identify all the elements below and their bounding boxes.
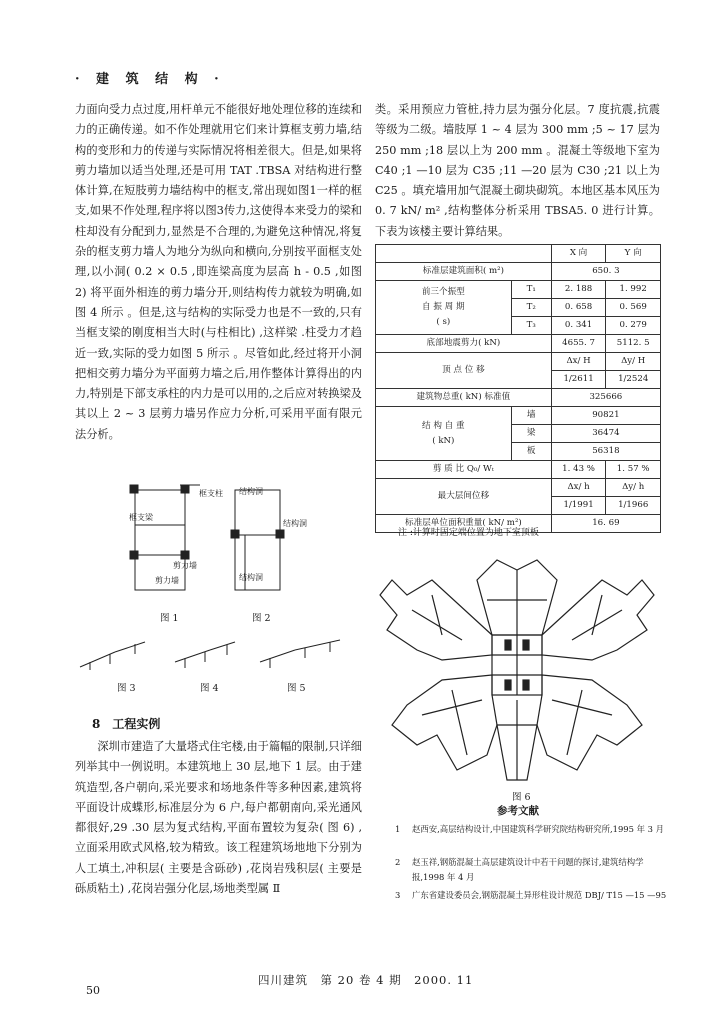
left-paragraph: 力面向受力点过度,用杆单元不能很好地处理位移的连续和力的正确传递。如不作处理就用它们来计算框支剪力墙,结构的变形和力的传递与实际情况将相差很大。但是,如果将剪力墙加以适当处理,还是可用 TAT .TBSA 对结构进行整体计算,在短肢剪力墙结构中的框支,常出现如图1一样的框支,如果不作处理,程序将以图3传力,这使得本来受力的梁和柱却没有分配到力,显然是不合理的,为避免这种情况,将复杂的框支剪力墙人为地分为纵向和横向,分别按平面框支处理,以小洞( 0.2 × 0.5 ,即连梁高度为层高 h - 0.5 ,如图 2) 将平面外相连的剪力墙分开,则结构传力就较为明确,如图 4 所示 。但是,这与结构的实际受力也是不一致的,只有当框支梁的刚度相当大时(与柱相比) ,这样梁 .柱受力才趋近一致,实际的受力如图 5 所示 。尽管如此,经过将开小洞把相交剪力墙分为平面剪力墙之后,用作整体计算得出的内力,特别是下部支承柱的内力是可以用的,之后应对转换梁及其以上 2 ~ 3 层剪力墙另作应力分析,可采用平面有限元法分析。	[75, 103, 362, 441]
total-weight-label: 建筑物总重( kN) 标准值	[376, 389, 552, 407]
journal-header: · 建 筑 结 构 ·	[75, 72, 225, 87]
total-weight: 325666	[551, 389, 660, 407]
top-disp-y-h: Δy/ H	[606, 353, 661, 371]
top-disp-x: 1/2611	[551, 371, 606, 389]
area-label: 标准层建筑面积( m²)	[376, 263, 552, 281]
t3-x: 0. 341	[551, 317, 606, 335]
wall-value: 90821	[551, 407, 660, 425]
label-kuangzhizhu: 框支柱	[199, 489, 223, 498]
label-jianliqiang-1: 剪力墙	[173, 561, 197, 570]
figure-2-caption: 图 2	[252, 613, 271, 624]
right-paragraph: 类。采用预应力管桩,持力层为强分化层。7 度抗震,抗震等级为二级。墙肢厚 1 ~ 4 层为 300 mm ;5 ~ 17 层为 250 mm ;18 层以上为 200 mm 。混凝土等级地下室为 C40 ;1 —10 层为 C35 ;11 —20 层为 C30 ;21 以上为 C25 。填充墙用加气混凝土砌块砌筑。本地区基本风压为 0. 7 kN/ m² ,结构整体分析采用 TBSA5. 0 进行计算。下表为该楼主要计算结果。	[375, 103, 660, 238]
slab-label: 板	[511, 443, 551, 461]
story-disp-label: 最大层间位移	[376, 479, 552, 515]
period-label-1: 前三个振型	[421, 287, 465, 297]
figure-1-caption: 图 1	[160, 613, 179, 624]
label-jianliqiang-2: 剪力墙	[155, 576, 179, 585]
t1-label: T₁	[511, 281, 551, 299]
reference-3-text: 广东省建设委员会,钢筋混凝土异形柱设计规范 DBJ/ T15 —15 —95	[412, 890, 667, 900]
story-disp-y-h: Δy/ h	[606, 479, 661, 497]
figure-6-floor-plan	[372, 540, 662, 785]
period-label	[376, 281, 512, 335]
self-weight-label-2: ( kN)	[432, 435, 455, 446]
t1-x: 2. 188	[551, 281, 606, 299]
story-disp-x: 1/1991	[551, 497, 606, 515]
story-disp-y: 1/1966	[606, 497, 661, 515]
section-8-text	[75, 737, 362, 899]
reference-1-number: 1	[395, 824, 401, 834]
results-table	[375, 244, 661, 533]
period-label-2: 自 振 周 期	[422, 302, 465, 312]
area-value: 650. 3	[551, 263, 660, 281]
journal-footer: 四川建筑 第 20 卷 4 期 2000. 11	[258, 973, 474, 987]
table-corner	[376, 245, 552, 263]
figures-3-5	[75, 632, 360, 677]
figure-1-2	[115, 480, 345, 610]
label-kuangzhiliang: 框支梁	[129, 513, 153, 522]
page-number: 50	[86, 984, 100, 997]
col-x-header: X 向	[551, 245, 606, 263]
figure-4-caption: 图 4	[200, 683, 219, 694]
ratio-y: 1. 57 %	[606, 461, 661, 479]
left-column-text	[75, 100, 362, 445]
ratio-x: 1. 43 %	[551, 461, 606, 479]
reference-3-number: 3	[395, 890, 401, 900]
top-disp-x-h: Δx/ H	[551, 353, 606, 371]
label-jiegoudong-3: 结构洞	[239, 573, 263, 582]
shear-label: 底部地震剪力( kN)	[376, 335, 552, 353]
t2-y: 0. 569	[606, 299, 661, 317]
reference-1	[395, 822, 665, 852]
t3-y: 0. 279	[606, 317, 661, 335]
right-column-text	[375, 100, 660, 242]
t2-x: 0. 658	[551, 299, 606, 317]
t3-label: T₃	[511, 317, 551, 335]
shear-x: 4655. 7	[551, 335, 606, 353]
reference-1-text: 赵西安,高层结构设计,中国建筑科学研究院结构研究所,1995 年 3 月	[412, 824, 664, 834]
wall-label: 墙	[511, 407, 551, 425]
reference-2	[395, 855, 665, 885]
unit-weight-label: 标准层单位面积重量( kN/ m²)	[376, 515, 552, 533]
references-title: 参考文献	[497, 805, 539, 817]
self-weight-label-1: 结 构 自 重	[422, 420, 465, 431]
slab-value: 56318	[551, 443, 660, 461]
t1-y: 1. 992	[606, 281, 661, 299]
beam-value: 36474	[551, 425, 660, 443]
period-label-3: ( s)	[436, 317, 451, 327]
self-weight-label	[376, 407, 512, 461]
col-y-header: Y 向	[606, 245, 661, 263]
reference-2-number: 2	[395, 857, 401, 867]
label-jiegoudong-2: 结构洞	[283, 519, 307, 528]
reference-3	[395, 888, 665, 918]
story-disp-x-h: Δx/ h	[551, 479, 606, 497]
t2-label: T₂	[511, 299, 551, 317]
label-jiegoudong-1: 结构洞	[239, 487, 263, 496]
top-disp-label: 顶 点 位 移	[376, 353, 552, 389]
section-8-paragraph: 深圳市建造了大量塔式住宅楼,由于篇幅的限制,只详细列举其中一例说明。本建筑地上 30 层,地下 1 层。由于建筑造型,各户朝向,采光要求和场地条件等多种因素,建筑将平面设计成蝶形,标准层分为 6 户,每户都朝南向,采光通风都很好,29 .30 层为复式结构,平面布置较为复杂( 图 6) ,立面采用欧式风格,较为精致。该工程建筑场地地下分别为人工填土,冲积层( 主要是含砾砂) ,花岗岩残积层( 主要是砾质粘土) ,花岗岩强分化层,场地类型属 Ⅱ	[75, 740, 362, 896]
figure-5-caption: 图 5	[287, 683, 306, 694]
shear-y: 5112. 5	[606, 335, 661, 353]
figure-6-caption: 图 6	[512, 792, 531, 803]
unit-weight: 16. 69	[551, 515, 660, 533]
section-8-title: 8 工程实例	[92, 717, 161, 731]
reference-2-text: 赵玉祥,钢筋混凝土高层建筑设计中若干问题的探讨,建筑结构学报,1998 年 4 月	[412, 857, 644, 882]
beam-label: 梁	[511, 425, 551, 443]
ratio-label: 剪 质 比 Q₀/ Wₜ	[376, 461, 552, 479]
figure-3-caption: 图 3	[117, 683, 136, 694]
top-disp-y: 1/2524	[606, 371, 661, 389]
table-note: 注 :计算时固定端位置为地下室顶板	[398, 528, 539, 538]
